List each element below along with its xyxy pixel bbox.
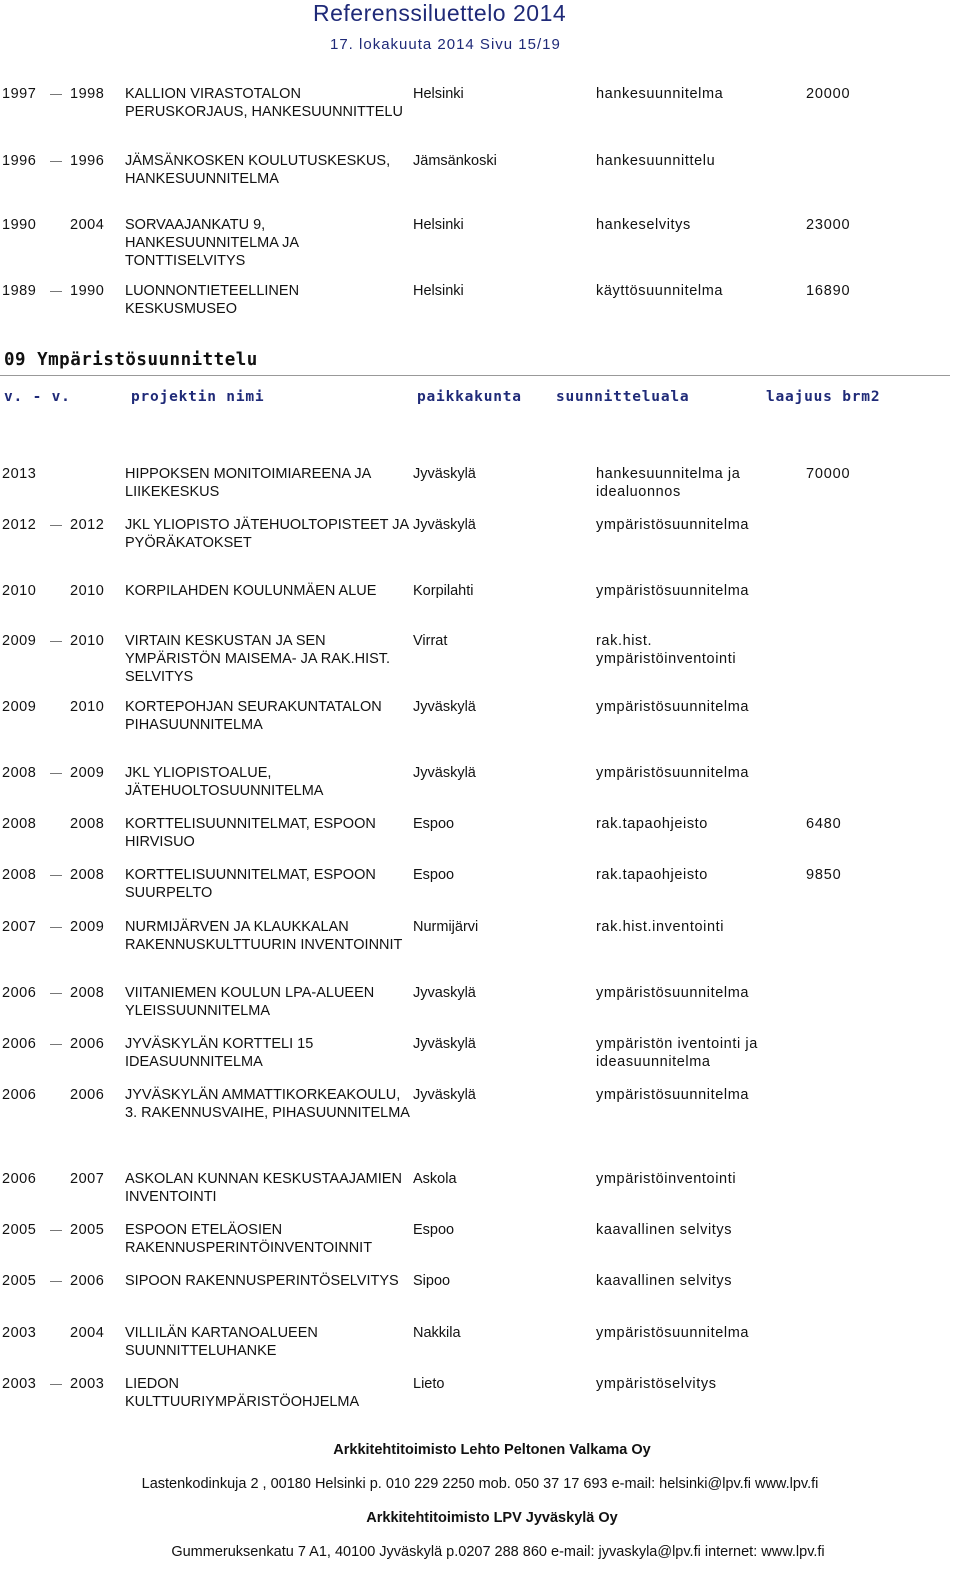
document-title: Referenssiluettelo 2014 — [313, 0, 567, 26]
year-range-dash — [50, 161, 62, 162]
start-year: 2008 — [2, 867, 37, 883]
location: Askola — [413, 1171, 457, 1187]
start-year: 2007 — [2, 919, 37, 935]
end-year: 2004 — [70, 1325, 105, 1341]
planning-field: ympäristösuunnitelma — [596, 1087, 750, 1103]
location: Helsinki — [413, 86, 464, 102]
size-brm2: 6480 — [806, 816, 842, 832]
year-range-dash — [50, 291, 62, 292]
project-name: LIEDON KULTTUURIYMPÄRISTÖOHJELMA — [125, 1376, 360, 1410]
year-range-dash — [50, 1044, 62, 1045]
project-name: ESPOON ETELÄOSIEN RAKENNUSPERINTÖINVENTOINNIT — [125, 1222, 373, 1256]
location: Helsinki — [413, 283, 464, 299]
year-range-dash — [50, 927, 62, 928]
location: Espoo — [413, 816, 455, 832]
planning-field: ympäristöselvitys — [596, 1376, 717, 1392]
project-name: VIRTAIN KESKUSTAN JA SEN YMPÄRISTÖN MAISEMA- JA RAK.HIST. SELVITYS — [125, 633, 391, 685]
start-year: 2008 — [2, 816, 37, 832]
project-name: KORPILAHDEN KOULUNMÄEN ALUE — [125, 583, 377, 599]
start-year: 2005 — [2, 1273, 37, 1289]
year-range-dash — [50, 1230, 62, 1231]
location: Nakkila — [413, 1325, 461, 1341]
year-range-dash — [50, 525, 62, 526]
start-year: 1996 — [2, 153, 37, 169]
end-year: 1990 — [70, 283, 105, 299]
year-range-dash — [50, 773, 62, 774]
location: Nurmijärvi — [413, 919, 479, 935]
footer-company-helsinki: Arkkitehtitoimisto Lehto Peltonen Valkama Oy — [333, 1442, 651, 1458]
end-year: 2006 — [70, 1087, 105, 1103]
document-date-page: 17. lokakuuta 2014 Sivu 15/19 — [330, 36, 561, 53]
planning-field: ympäristöinventointi — [596, 1171, 737, 1187]
project-name: JYVÄSKYLÄN KORTTELI 15 IDEASUUNNITELMA — [125, 1036, 314, 1070]
footer-company-jyvaskyla: Arkkitehtitoimisto LPV Jyväskylä Oy — [366, 1510, 618, 1526]
location: Jämsänkoski — [413, 153, 497, 169]
start-year: 2006 — [2, 1171, 37, 1187]
start-year: 2003 — [2, 1376, 37, 1392]
project-name: JYVÄSKYLÄN AMMATTIKORKEAKOULU, 3. RAKENNUSVAIHE, PIHASUUNNITELMA — [125, 1087, 410, 1121]
start-year: 1989 — [2, 283, 37, 299]
location: Sipoo — [413, 1273, 451, 1289]
planning-field: rak.hist. ympäristöinventointi — [596, 633, 737, 667]
planning-field: hankesuunnittelu — [596, 153, 716, 169]
project-name: JÄMSÄNKOSKEN KOULUTUSKESKUS, HANKESUUNNITELMA — [125, 153, 391, 187]
end-year: 2009 — [70, 919, 105, 935]
year-range-dash — [50, 641, 62, 642]
column-header-planning-field: suunnitteluala — [556, 389, 690, 405]
footer-contact-helsinki: Lastenkodinkuja 2 , 00180 Helsinki p. 010 229 2250 mob. 050 37 17 693 e-mail: helsinki@lpv.fi www.lpv.fi — [141, 1476, 819, 1492]
end-year: 2003 — [70, 1376, 105, 1392]
start-year: 2006 — [2, 1036, 37, 1052]
planning-field: rak.tapaohjeisto — [596, 867, 708, 883]
project-name: SIPOON RAKENNUSPERINTÖSELVITYS — [125, 1273, 399, 1289]
location: Lieto — [413, 1376, 445, 1392]
location: Jyväskylä — [413, 466, 476, 482]
location: Helsinki — [413, 217, 464, 233]
project-name: KALLION VIRASTOTALON PERUSKORJAUS, HANKESUUNNITTELU — [125, 86, 403, 120]
page-footer — [0, 1440, 960, 1589]
year-range-dash — [50, 1384, 62, 1385]
size-brm2: 70000 — [806, 466, 851, 482]
planning-field: ympäristön iventointi ja ideasuunnitelma — [596, 1036, 758, 1070]
project-name: JKL YLIOPISTOALUE, JÄTEHUOLTOSUUNNITELMA — [125, 765, 324, 799]
location: Espoo — [413, 1222, 455, 1238]
planning-field: ympäristösuunnitelma — [596, 985, 750, 1001]
end-year: 2009 — [70, 765, 105, 781]
planning-field: rak.hist.inventointi — [596, 919, 725, 935]
planning-field: hankesuunnitelma — [596, 86, 724, 102]
start-year: 2012 — [2, 517, 37, 533]
location: Jyväskylä — [413, 699, 476, 715]
location: Jyväskylä — [413, 765, 476, 781]
end-year: 2008 — [70, 985, 105, 1001]
end-year: 2008 — [70, 816, 105, 832]
size-brm2: 9850 — [806, 867, 842, 883]
project-name: NURMIJÄRVEN JA KLAUKKALAN RAKENNUSKULTTUURIN INVENTOINNIT — [125, 919, 403, 953]
location: Virrat — [413, 633, 448, 649]
planning-field: käyttösuunnitelma — [596, 283, 724, 299]
location: Jyväskylä — [413, 1036, 476, 1052]
location: Jyväskylä — [413, 517, 476, 533]
planning-field: ympäristösuunnitelma — [596, 765, 750, 781]
column-header-location: paikkakunta — [417, 389, 522, 405]
end-year: 2005 — [70, 1222, 105, 1238]
start-year: 1997 — [2, 86, 37, 102]
end-year: 2010 — [70, 699, 105, 715]
start-year: 2010 — [2, 583, 37, 599]
planning-field: hankesuunnitelma ja idealuonnos — [596, 466, 741, 500]
project-name: VIITANIEMEN KOULUN LPA-ALUEEN YLEISSUUNNITELMA — [125, 985, 375, 1019]
size-brm2: 23000 — [806, 217, 851, 233]
column-header-size: laajuus brm2 — [766, 389, 881, 405]
end-year: 2010 — [70, 633, 105, 649]
start-year: 2003 — [2, 1325, 37, 1341]
end-year: 2008 — [70, 867, 105, 883]
section-title: 09 Ympäristösuunnittelu — [4, 350, 258, 370]
year-range-dash — [50, 875, 62, 876]
project-name: KORTTELISUUNNITELMAT, ESPOON HIRVISUO — [125, 816, 376, 850]
year-range-dash — [50, 94, 62, 95]
planning-field: kaavallinen selvitys — [596, 1273, 733, 1289]
project-name: VILLILÄN KARTANOALUEEN SUUNNITTELUHANKE — [125, 1325, 318, 1359]
year-range-dash — [50, 1281, 62, 1282]
start-year: 2013 — [2, 466, 37, 482]
column-header-years: v. - v. — [4, 389, 71, 405]
planning-field: ympäristösuunnitelma — [596, 1325, 750, 1341]
start-year: 2005 — [2, 1222, 37, 1238]
planning-field: ympäristösuunnitelma — [596, 699, 750, 715]
location: Jyväskylä — [413, 1087, 476, 1103]
planning-field: kaavallinen selvitys — [596, 1222, 733, 1238]
page-header — [0, 0, 960, 70]
location: Jyvaskylä — [413, 985, 476, 1001]
year-range-dash — [50, 993, 62, 994]
column-header-project-name: projektin nimi — [131, 389, 265, 405]
start-year: 2006 — [2, 985, 37, 1001]
start-year: 2009 — [2, 699, 37, 715]
footer-contact-jyvaskyla: Gummeruksenkatu 7 A1, 40100 Jyväskylä p.0207 288 860 e-mail: jyvaskyla@lpv.fi internet: www.lpv.fi — [171, 1544, 825, 1560]
project-name: JKL YLIOPISTO JÄTEHUOLTOPISTEET JA PYÖRÄKATOKSET — [125, 517, 409, 551]
end-year: 2012 — [70, 517, 105, 533]
end-year: 2006 — [70, 1036, 105, 1052]
planning-field: hankeselvitys — [596, 217, 691, 233]
planning-field: rak.tapaohjeisto — [596, 816, 708, 832]
size-brm2: 20000 — [806, 86, 851, 102]
size-brm2: 16890 — [806, 283, 851, 299]
project-name: ASKOLAN KUNNAN KESKUSTAAJAMIEN INVENTOINTI — [125, 1171, 402, 1205]
end-year: 2006 — [70, 1273, 105, 1289]
end-year: 1996 — [70, 153, 105, 169]
planning-field: ympäristösuunnitelma — [596, 517, 750, 533]
location: Espoo — [413, 867, 455, 883]
end-year: 2004 — [70, 217, 105, 233]
end-year: 2010 — [70, 583, 105, 599]
end-year: 2007 — [70, 1171, 105, 1187]
project-name: KORTTELISUUNNITELMAT, ESPOON SUURPELTO — [125, 867, 376, 901]
start-year: 2009 — [2, 633, 37, 649]
start-year: 2008 — [2, 765, 37, 781]
project-name: HIPPOKSEN MONITOIMIAREENA JA LIIKEKESKUS — [125, 466, 371, 500]
section-divider — [0, 375, 950, 376]
location: Korpilahti — [413, 583, 474, 599]
end-year: 1998 — [70, 86, 105, 102]
start-year: 2006 — [2, 1087, 37, 1103]
planning-field: ympäristösuunnitelma — [596, 583, 750, 599]
project-name: KORTEPOHJAN SEURAKUNTATALON PIHASUUNNITELMA — [125, 699, 382, 733]
column-headers — [0, 389, 960, 411]
project-name: SORVAAJANKATU 9, HANKESUUNNITELMA JA TONTTISELVITYS — [125, 217, 299, 269]
project-name: LUONNONTIETEELLINEN KESKUSMUSEO — [125, 283, 300, 317]
start-year: 1990 — [2, 217, 37, 233]
